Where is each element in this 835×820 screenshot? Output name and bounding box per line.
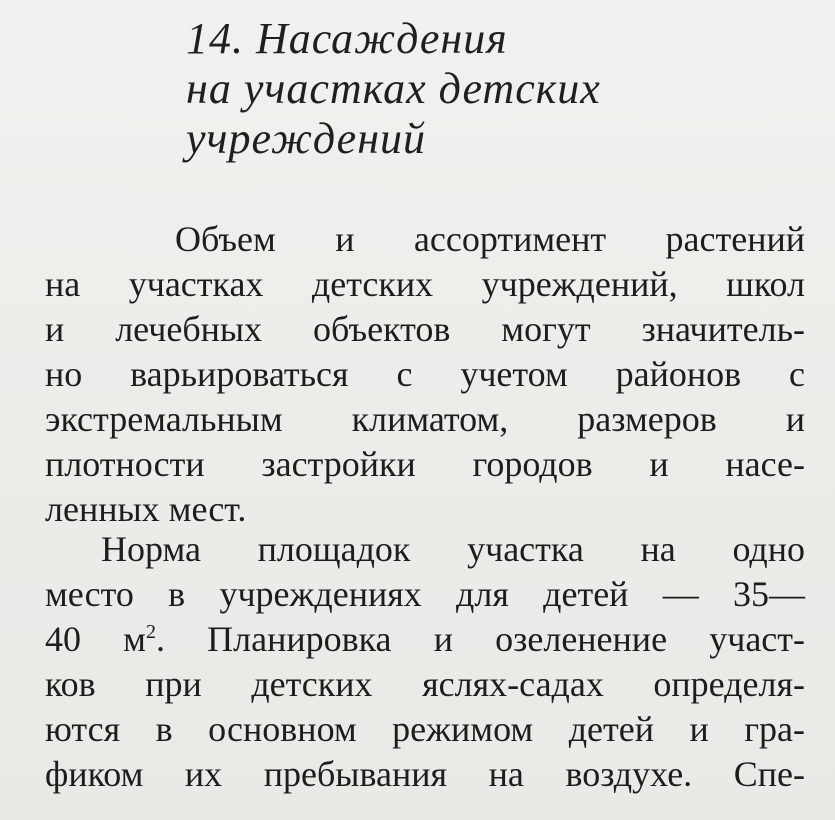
paragraph-1-line-4: но варьироваться с учетом районов с — [45, 354, 805, 394]
paragraph-1-line-1: Объем и ассортимент растений — [175, 219, 805, 259]
square-superscript: 2 — [145, 621, 156, 643]
paragraph-1-line-2: на участках детских учреждений, школ — [45, 264, 805, 304]
paragraph-1-line-3: и лечебных объектов могут значитель- — [45, 309, 805, 349]
paragraph-2-line-3 — [45, 617, 805, 662]
paragraph-1-line-7: ленных мест. — [45, 489, 247, 529]
paragraph-2-line-4: ков при детских яслях-садах определя- — [45, 664, 805, 704]
paragraph-2 — [45, 527, 805, 797]
paragraph-2-line-5: ются в основном режимом детей и гра- — [45, 709, 805, 749]
paragraph-2-line-2: место в учреждениях для детей — 35— — [45, 574, 805, 614]
heading-line-3: учреждений — [186, 114, 427, 163]
paragraph-2-line-6: фиком их пребывания на воздухе. Спе- — [45, 754, 805, 794]
paragraph-1 — [45, 217, 805, 532]
paragraph-2-line-3-rest: . Планировка и озеленение участ- — [155, 619, 806, 659]
paragraph-2-line-1: Норма площадок участка на одно — [101, 529, 805, 569]
paragraph-1-line-6: плотности застройки городов и насе- — [45, 444, 805, 484]
section-heading — [186, 14, 601, 164]
paragraph-1-line-5: экстремальным климатом, размеров и — [45, 399, 805, 439]
heading-line-1: 14. Насаждения — [186, 14, 508, 63]
area-value: 40 м — [45, 619, 146, 659]
heading-line-2: на участках детских — [186, 64, 601, 113]
